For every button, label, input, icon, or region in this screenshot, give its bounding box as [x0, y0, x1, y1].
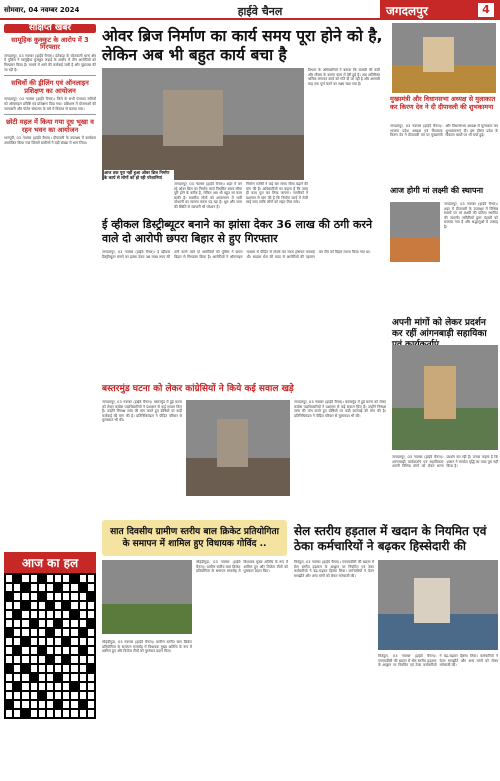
- anganwadi-headline: अपनी मांगों को लेकर प्रदर्शन कर रहीं आंगनबाड़ी सहायिका: [392, 318, 487, 339]
- third-headline: बस्तरमुंड घटना को लेकर कांग्रेसियों ने किये कई सवाल खड़े: [102, 384, 294, 394]
- lead-body-2: निर्माण एजेंसी ने कई बार समय सीमा बढ़ाने की मांग की है। अधिकारियों का कहना है कि जल्द ही काम पूरा कर लिया जाएगा। नागरिकों ने प्रशासन से मांग की है कि निर्माण कार्य में तेजी लाई जाए ताकि लोगों को राहत मिल सके।: [246, 182, 308, 205]
- second-body: जगदलपुर, 03 नवम्बर (हाईवे चैनल)। ई व्हीकल डिस्ट्रीब्यूटर बनाने का झांसा देकर 36 लाख रुपए की ठगी करने वाले दो आरोपियों को पुलिस ने छपरा बिहार से गिरफ्तार किया है। आरोपियों ने ऑनलाइन माध्यम से पीड़ित से संपर्क कर रकम ट्रांसफर करवाई थी। साइबर सेल की मदद से आरोपियों की पहचान कर टीम को बिहार रवाना किया गया था।: [102, 250, 371, 259]
- city-name: जगदलपुर: [386, 3, 428, 18]
- anganwadi-body: जगदलपुर, 03 नवम्बर (हाईवे चैनल)। आंगनबाड़ी कार्यकर्ताएं एवं सहायिकाएं अपनी विभिन्न मांगों को लेकर धरना प्रदर्शन कर रही हैं। उनका कहना है कि शासन ने मानदेय वृद्धि का वादा पूरा नहीं किया है।: [392, 455, 498, 469]
- strike-body-1: किरंदुल, 03 नवम्बर (हाईवे चैनल)। एनएमडीसी की खदान में सेल स्तरीय हड़ताल के आह्वान पर नियमित एवं ठेका कर्मचारियों ने बढ़-चढ़कर हिस्सा लिया। कर्मचारियों ने वेतन समझौते और अन्य मांगों को लेकर नारेबाजी की।: [294, 560, 374, 578]
- brief-body: भानपुरी, 03 नवम्बर (हाईवे चैनल)। दीपावली के उपलक्ष्य में कार्यक्रम आयोजित किया गया जिसमें ग्रामीणों ने बड़ी संख्या में भाग लिया।: [4, 136, 96, 145]
- puzzle-box: [4, 552, 96, 719]
- issue-date: सोमवार, 04 नवम्बर 2024: [0, 0, 140, 20]
- page-number: 4: [478, 3, 494, 17]
- divider: [4, 75, 96, 76]
- right-body-2: जगदलपुर, 03 नवम्बर (हाईवे चैनल)। शहर में दीपावली के उपलक्ष्य में विभिन्न स्थानों पर मां लक्ष्मी की प्रतिमा स्थापित की जाएगी। समितियों द्वारा पंडालों को सजाया गया है और श्रद्धालुओं में उत्साह है।: [444, 202, 498, 229]
- third-photo: [186, 400, 290, 496]
- brief-title: सचिवों की ड्रीलिंग एवं ऑनलाइन प्रशिक्षण का आयोजन: [11, 79, 89, 95]
- brief-title: छोटी महल में किया गया दूध भूखा व रहन भवन का आयोजन: [6, 118, 94, 134]
- brief-body: जगदलपुर, 03 नवम्बर (हाईवे चैनल)। दंतेवाड़ा के कोतवाली थाना क्षेत्र में पुलिस ने सामूहिक कुक्कुट लड़ाई के आरोप में तीन आरोपियों को गिरफ्तार किया है। मामले में आगे की कार्रवाई जारी है और पूछताछ की जा रही है।: [4, 53, 96, 72]
- brief-body: जगदलपुर, 03 नवम्बर (हाईवे चैनल)। जिले के सभी पंचायत सचिवों को ऑनलाइन प्रविष्टि एवं प्रशिक्षण दिया गया। प्रशिक्षण में योजनाओं की जानकारी और पोर्टल संचालन के बारे में विस्तार से बताया गया।: [4, 97, 96, 111]
- brief-title: सामूहिक कुक्कुट के आरोप में 3 गिरफ्तार: [11, 35, 89, 52]
- lead-photo: [102, 68, 304, 180]
- strike-headline: सेल स्तरीय हड़ताल में खदान के नियमित एवं ठेका कर्मचारियों ने बढ़कर हिस्सेदारी की: [294, 524, 487, 553]
- divider: [4, 114, 96, 115]
- cricket-body: लोहंडीगुड़ा, 03 नवम्बर (हाईवे चैनल)। ग्रामीण स्तरीय बाल क्रिकेट प्रतियोगिता के समापन समारोह में विधायक मुख्य अतिथि के रूप में शामिल हुए और विजेता टीमों को पुरस्कार प्रदान किए।: [196, 560, 288, 574]
- right-photo: [392, 23, 496, 93]
- right-body: जगदलपुर, 03 नवम्बर (हाईवे चैनल)। भाजपा प्रदेश अध्यक्ष एवं विधायक किरण देव ने दीपावली पर्व पर मुख्यमंत्री और विधानसभा अध्यक्ष से मुलाकात कर शुभकामनाएं दीं। इस दौरान प्रदेश के विकास कार्यों पर भी चर्चा हुई।: [390, 124, 498, 138]
- right-photo-2: [390, 202, 440, 262]
- cricket-photo: [102, 560, 192, 634]
- right-headline: मुख्यमंत्री और विधानसभा अध्यक्ष से मुलाकात कर किरण देव ने दी दीपावली की शुभकामना: [390, 95, 496, 111]
- strike-body-2: किरंदुल, 03 नवम्बर (हाईवे चैनल)। एनएमडीसी की खदान में सेल स्तरीय हड़ताल के आह्वान पर नियमित एवं ठेका कर्मचारियों ने बढ़-चढ़कर हिस्सा लिया। कर्मचारियों ने वेतन समझौते और अन्य मांगों को लेकर नारेबाजी की।: [378, 654, 498, 668]
- third-body-2: जगदलपुर, 03 नवम्बर (हाईवे चैनल)। बस्तरमुंड में हुई घटना को लेकर कांग्रेस पदाधिकारियों ने प्रशासन से कई सवाल किए हैं। उन्होंने निष्पक्ष जांच की मांग करते हुए दोषियों पर कड़ी कार्रवाई की मांग की है। प्रतिनिधिमंडल ने पीड़ित परिवार से मुलाकात भी की।: [294, 400, 386, 418]
- anganwadi-photo: [392, 345, 498, 450]
- cricket-headline: सात दिवसीय ग्रामीण स्तरीय बाल क्रिकेट प्रतियोगिता के समापन में शामिल हुए विधायक गोविंद ..: [102, 520, 287, 556]
- right-headline-2: आज होगी मां लक्ष्मी की स्थापना: [390, 186, 484, 195]
- masthead: [0, 0, 500, 20]
- lead-body-3: विभाग के अधिकारियों ने बताया कि सामग्री की कमी और मौसम के कारण काम में देरी हुई है। अब अतिरिक्त श्रमिक लगाकर कार्य को गति दी जा रही है और आगामी माह तक पूर्ण करने का लक्ष्य रखा गया है।: [308, 68, 380, 86]
- cricket-body-2: लोहंडीगुड़ा, 03 नवम्बर (हाईवे चैनल)। ग्रामीण स्तरीय बाल क्रिकेट प्रतियोगिता के समापन समारोह में विधायक मुख्य अतिथि के रूप में शामिल हुए और विजेता टीमों को पुरस्कार प्रदान किए।: [102, 640, 192, 654]
- lead-body-1: जगदलपुर, 03 नवम्बर (हाईवे चैनल)। शहर में बन रहे ओवर ब्रिज का निर्माण कार्य निर्धारित समय सीमा पूरी होने के करीब है, लेकिन अब भी बहुत सा काम बाकी है। स्थानीय लोगों को आवागमन में भारी परेशानी का सामना करना पड़ रहा है। धूल और जाम की स्थिति से व्यापारी भी परेशान हैं।: [174, 182, 242, 209]
- lead-caption: आज तक पूरा नहीं हुआ ओवर ब्रिज निर्माण के कार्य से लोगों को हो रही परेशानियां: [104, 170, 174, 180]
- third-body-1: जगदलपुर, 03 नवम्बर (हाईवे चैनल)। बस्तरमुंड में हुई घटना को लेकर कांग्रेस पदाधिकारियों ने प्रशासन से कई सवाल किए हैं। उन्होंने निष्पक्ष जांच की मांग करते हुए दोषियों पर कड़ी कार्रवाई की मांग की है। प्रतिनिधिमंडल ने पीड़ित परिवार से मुलाकात भी की।: [102, 400, 182, 423]
- briefs-column: [4, 24, 96, 478]
- crossword-grid: [4, 573, 96, 719]
- strike-photo: [378, 560, 498, 650]
- puzzle-header: आज का हल: [4, 552, 96, 573]
- second-headline: ई व्हीकल डिस्ट्रीब्यूटर बनाने का झांसा देकर 36 लाख की ठगी करने वाले दो आरोपी छपरा बिहार से हुए गिरफ्तार: [102, 218, 373, 245]
- lead-headline: ओवर ब्रिज निर्माण का कार्य समय पूरा होने को है, लेकिन अब भी बहुत कार्य बचा है: [102, 27, 383, 64]
- section-title: हाईवे चैनल: [140, 0, 380, 20]
- briefs-header: संक्षिप्त खबरें: [4, 24, 96, 33]
- city-banner: [380, 0, 500, 20]
